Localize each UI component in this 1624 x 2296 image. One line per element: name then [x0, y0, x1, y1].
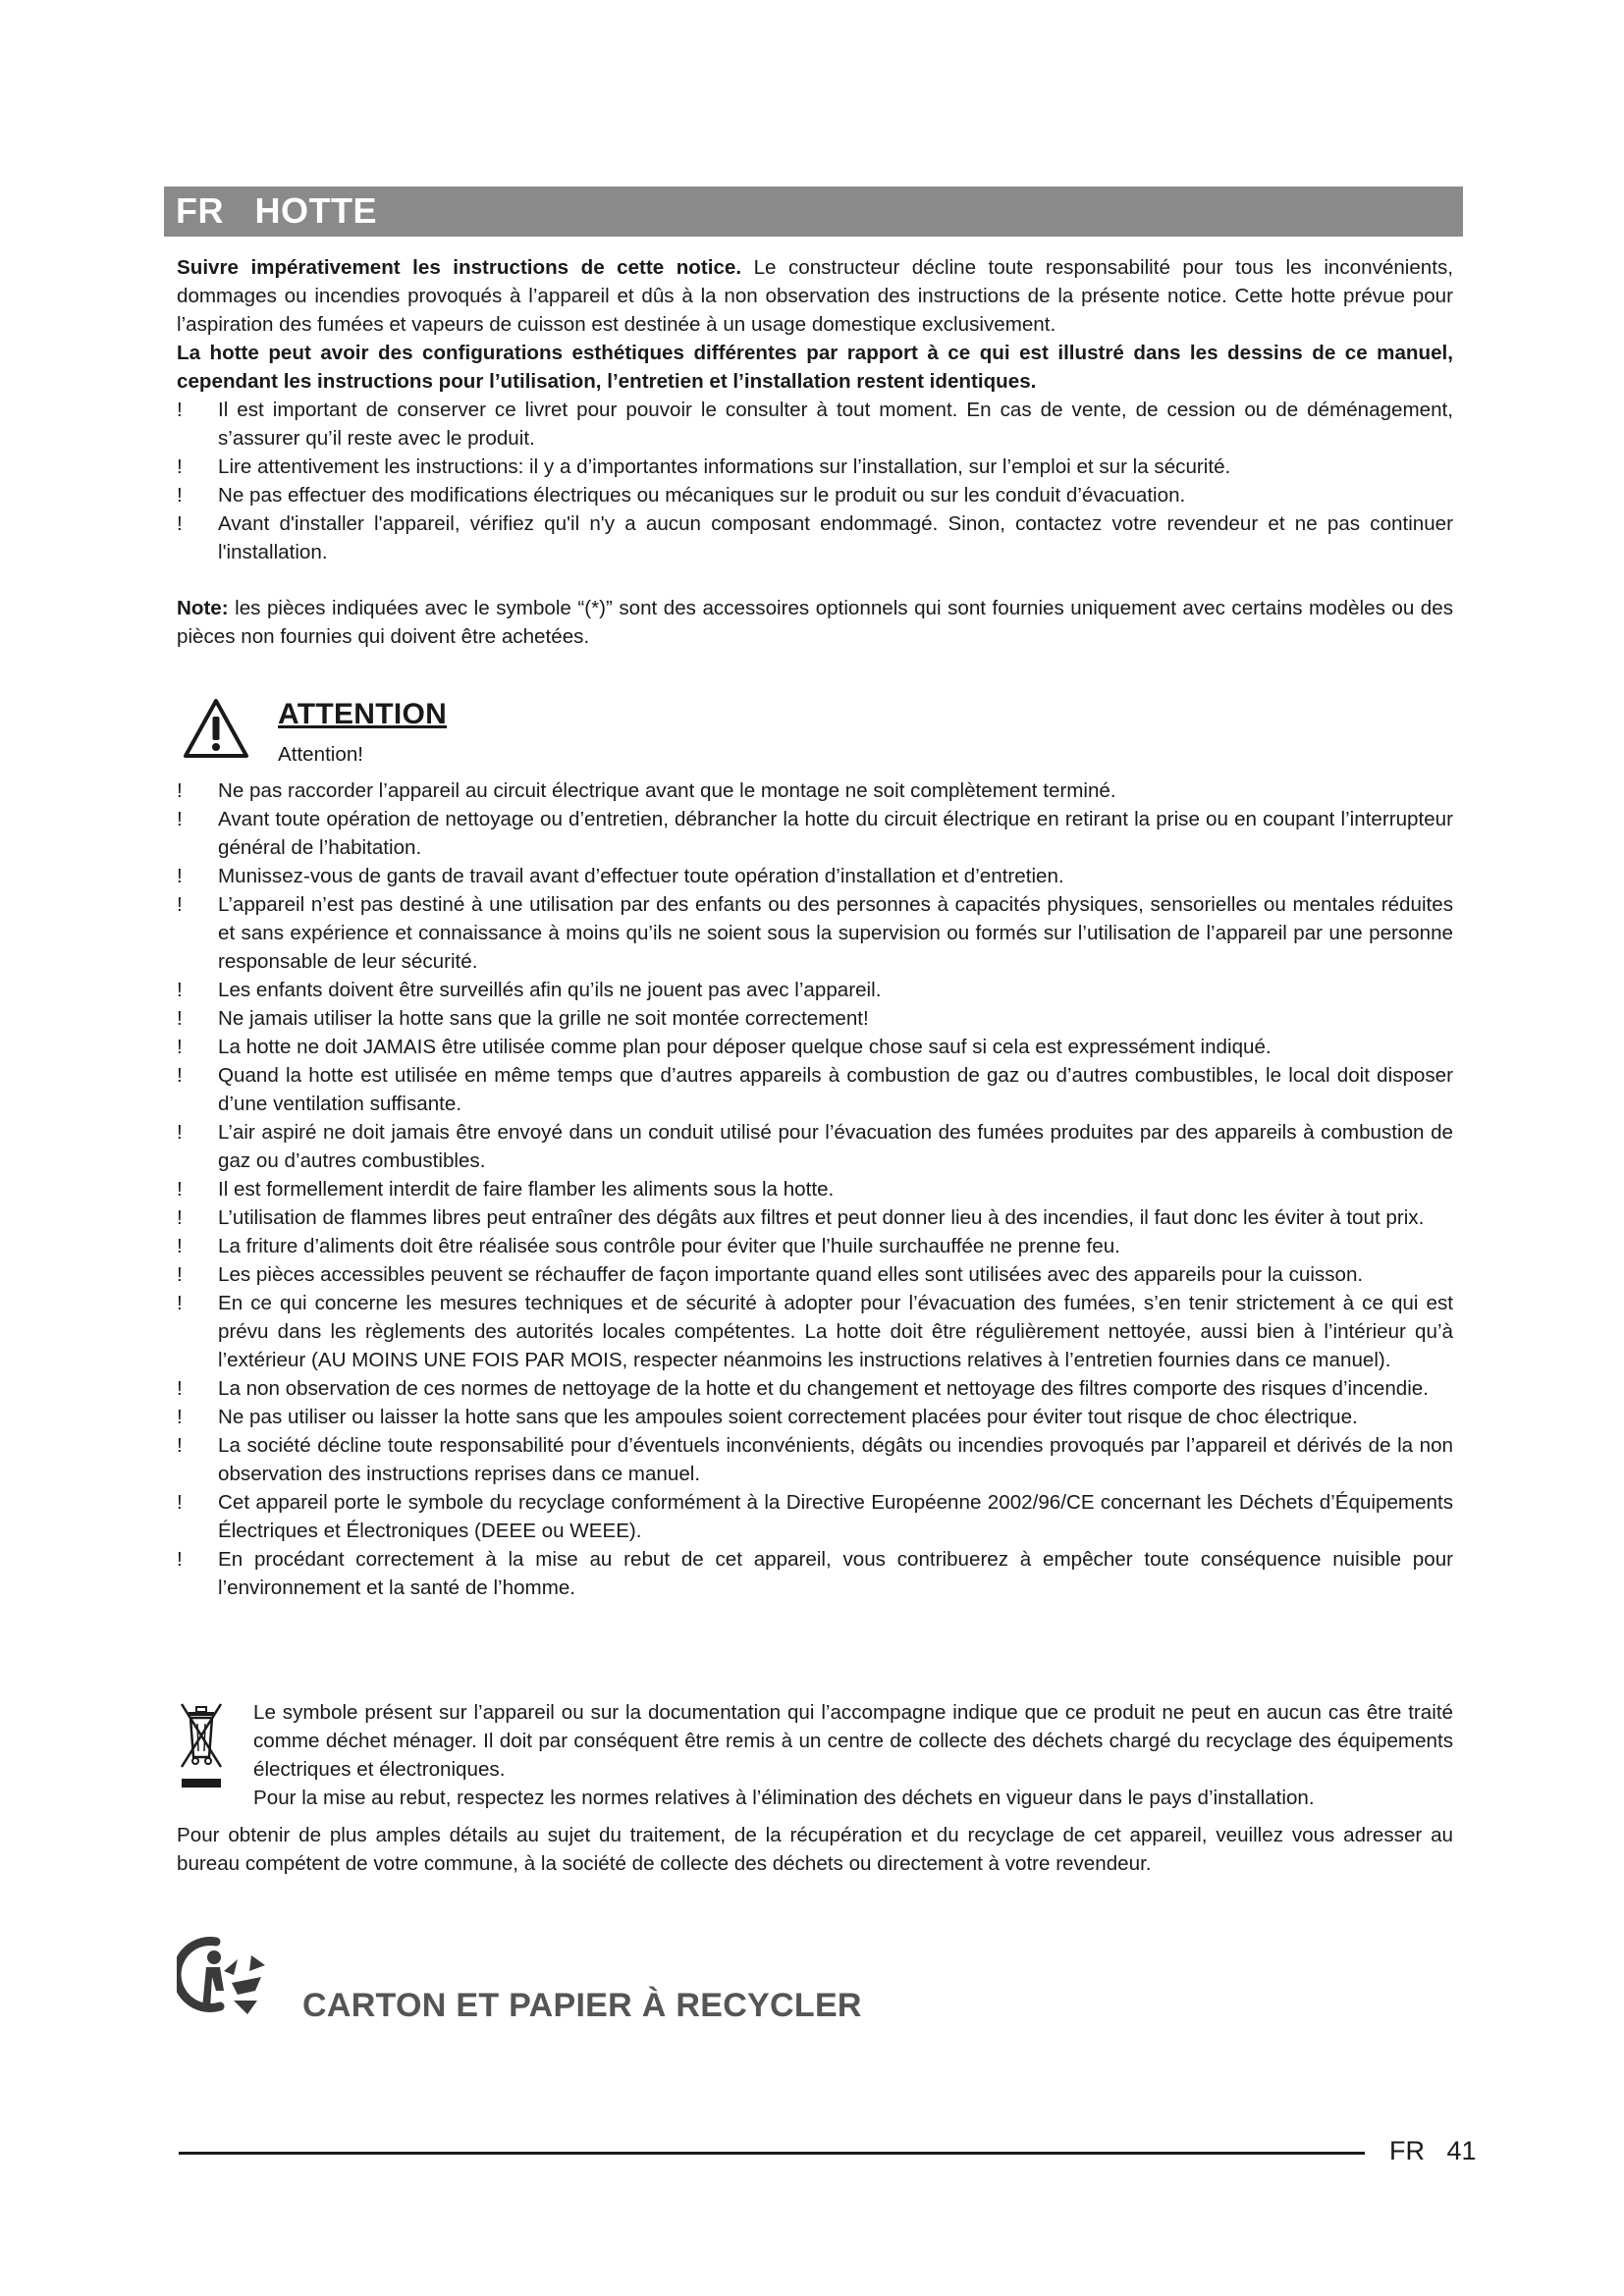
- weee-disposal-text: Pour la mise au rebut, respectez les normes relatives à l’élimination des déchets en vigueur dans le pays d’installation.: [253, 1787, 1315, 1809]
- bullet-text: Avant d'installer l'appareil, vérifiez qu'il n'y a aucun composant endommagé. Sinon, contactez votre revendeur et ne pas continuer l'installation.: [218, 512, 1453, 563]
- list-item: [177, 1033, 1453, 1061]
- bullet-text: Ne jamais utiliser la hotte sans que la grille ne soit montée correctement!: [218, 1007, 869, 1030]
- bullet-text: La non observation de ces normes de nettoyage de la hotte et du changement et nettoyage des filtres comporte des risques d’incendie.: [218, 1377, 1429, 1400]
- list-item: [177, 1289, 1453, 1374]
- bullet-text: La hotte ne doit JAMAIS être utilisée comme plan pour déposer quelque chose sauf si cela est expressément indiqué.: [218, 1036, 1272, 1058]
- list-item: [177, 453, 1453, 481]
- bullet-mark: !: [177, 1007, 183, 1030]
- list-item: [177, 1232, 1453, 1260]
- bullet-mark: !: [177, 512, 183, 535]
- recycle-paper-icon: [177, 1932, 283, 2020]
- bullet-mark: !: [177, 779, 183, 802]
- warning-triangle-icon: [182, 697, 250, 760]
- bullet-mark: !: [177, 893, 183, 916]
- bullet-mark: !: [177, 1406, 183, 1428]
- list-item: [177, 1403, 1453, 1431]
- list-item: [177, 1203, 1453, 1232]
- bullet-mark: !: [177, 1178, 183, 1201]
- intro-text: Le constructeur décline toute responsabilité pour tous les inconvénients, dommages ou incendies provoqués à l’appareil et dûs à la non observation des instructions de la présente notice. Cette hotte prévue pour l’aspiration des fumées et vapeurs de cuisson est destinée à un usage domestique exclusivement.: [177, 256, 1453, 336]
- bullet-mark: !: [177, 1263, 183, 1286]
- bullet-mark: !: [177, 1491, 183, 1514]
- bullet-text: La société décline toute responsabilité pour d’éventuels inconvénients, dégâts ou incendies provoqués par l’appareil et dérivés de la non observation des instructions reprises dans ce manuel.: [218, 1434, 1453, 1485]
- list-item: [177, 862, 1453, 890]
- list-item: [177, 1061, 1453, 1118]
- more-info-paragraph: Pour obtenir de plus amples détails au sujet du traitement, de la récupération et du recyclage de cet appareil, veuillez vous adresser au bureau compétent de votre commune, à la société de collecte des déchets ou directement à votre revendeur.: [177, 1824, 1453, 1875]
- list-item: [177, 1545, 1453, 1602]
- crossed-bin-icon: [178, 1698, 225, 1792]
- weee-text: Le symbole présent sur l’appareil ou sur la documentation qui l’accompagne indique que ce produit ne peut en aucun cas être traité comme déchet ménager. Il doit par conséquent être remis à un centre de collecte des déchets chargé du recyclage des équipements électriques et électroniques.: [253, 1701, 1453, 1781]
- bullet-mark: !: [177, 399, 183, 421]
- bullet-text: Ne pas utiliser ou laisser la hotte sans que les ampoules soient correctement placées pour éviter tout risque de choc électrique.: [218, 1406, 1358, 1428]
- bullet-mark: !: [177, 1206, 183, 1229]
- weee-paragraph: [253, 1698, 1453, 1812]
- bullet-text: La friture d’aliments doit être réalisée sous contrôle pour éviter que l’huile surchauffée ne prenne feu.: [218, 1235, 1120, 1257]
- attention-title: ATTENTION: [278, 698, 448, 730]
- footer-divider: [179, 2152, 1365, 2155]
- bullet-mark: !: [177, 1064, 183, 1087]
- attention-subtitle: Attention!: [278, 743, 364, 766]
- list-item: [177, 1118, 1453, 1175]
- bullet-mark: !: [177, 865, 183, 887]
- list-item: [177, 396, 1453, 453]
- list-item: [177, 1488, 1453, 1545]
- bullet-text: Ne pas effectuer des modifications électriques ou mécaniques sur le produit ou sur les conduit d’évacuation.: [218, 484, 1186, 507]
- bullet-text: L’appareil n’est pas destiné à une utilisation par des enfants ou des personnes à capacités physiques, sensorielles ou mentales réduites et sans expérience et connaissance à moins qu’ils ne soient sous la supervision ou formés sur l’utilisation de l’appareil par une personne responsable de leur sécurité.: [218, 893, 1453, 973]
- bullet-mark: !: [177, 1377, 183, 1400]
- intro-paragraph: [177, 253, 1453, 339]
- bullet-text: Les pièces accessibles peuvent se réchauffer de façon importante quand elles sont utilisées avec des appareils pour la cuisson.: [218, 1263, 1364, 1286]
- bullet-text: Ne pas raccorder l’appareil au circuit électrique avant que le montage ne soit complètement terminé.: [218, 779, 1116, 802]
- bullet-text: Munissez-vous de gants de travail avant d’effectuer toute opération d’installation et d’entretien.: [218, 865, 1064, 887]
- note-text: les pièces indiquées avec le symbole “(*)” sont des accessoires optionnels qui sont fournies uniquement avec certains modèles ou des pièces non fournies qui doivent être achetées.: [177, 597, 1453, 648]
- bullet-text: Cet appareil porte le symbole du recyclage conformément à la Directive Européenne 2002/96/CE concernant les Déchets d’Équipements Électriques et Électroniques (DEEE ou WEEE).: [218, 1491, 1453, 1542]
- bullet-mark: !: [177, 484, 183, 507]
- bullet-mark: !: [177, 1235, 183, 1257]
- attention-bullet-list: [177, 776, 1453, 1602]
- list-item: [177, 1374, 1453, 1403]
- note-label: Note:: [177, 597, 229, 619]
- bullet-mark: !: [177, 1434, 183, 1457]
- section-title: FR HOTTE: [176, 190, 377, 231]
- list-item: [177, 890, 1453, 976]
- bullet-mark: !: [177, 1121, 183, 1144]
- intro-bold-paragraph: La hotte peut avoir des configurations esthétiques différentes par rapport à ce qui est illustré dans les dessins de ce manuel, cependant les instructions pour l’utilisation, l’entretien et l’installation restent identiques.: [177, 342, 1453, 393]
- intro-bullet-list: [177, 396, 1453, 566]
- bullet-text: Lire attentivement les instructions: il y a d’importantes informations sur l’installation, sur l’emploi et sur la sécurité.: [218, 455, 1231, 478]
- list-item: [177, 1260, 1453, 1289]
- list-item: [177, 776, 1453, 805]
- bullet-text: Avant toute opération de nettoyage ou d’entretien, débrancher la hotte du circuit électrique en retirant la prise ou en coupant l’interrupteur général de l’habitation.: [218, 808, 1453, 859]
- list-item: [177, 976, 1453, 1004]
- note-paragraph: [177, 594, 1453, 651]
- list-item: [177, 1004, 1453, 1033]
- bullet-text: En ce qui concerne les mesures techniques et de sécurité à adopter pour l’évacuation des fumées, s’en tenir strictement à ce qui est prévu dans les règlements des autorités locales compétentes. La hotte doit être régulièrement nettoyée, aussi bien à l’intérieur qu’à l’extérieur (AU MOINS UNE FOIS PAR MOIS, respecter néanmoins les instructions relatives à l’entretien fournies dans ce manuel).: [218, 1292, 1453, 1371]
- bullet-mark: !: [177, 1548, 183, 1571]
- list-item: [177, 509, 1453, 566]
- list-item: [177, 805, 1453, 862]
- list-item: [177, 1431, 1453, 1488]
- bullet-text: Les enfants doivent être surveillés afin qu’ils ne jouent pas avec l’appareil.: [218, 979, 882, 1001]
- bullet-text: Il est formellement interdit de faire flamber les aliments sous la hotte.: [218, 1178, 835, 1201]
- list-item: [177, 481, 1453, 509]
- section-header: [164, 187, 1463, 237]
- bullet-text: En procédant correctement à la mise au rebut de cet appareil, vous contribuerez à empêcher toute conséquence nuisible pour l’environnement et la santé de l’homme.: [218, 1548, 1453, 1599]
- bullet-mark: !: [177, 1036, 183, 1058]
- bullet-text: Quand la hotte est utilisée en même temps que d’autres appareils à combustion de gaz ou d’autres combustibles, le local doit disposer d’une ventilation suffisante.: [218, 1064, 1453, 1115]
- bullet-text: L’utilisation de flammes libres peut entraîner des dégâts aux filtres et peut donner lieu à des incendies, il faut donc les éviter à tout prix.: [218, 1206, 1425, 1229]
- recycle-title: CARTON ET PAPIER À RECYCLER: [302, 1987, 862, 2024]
- bullet-mark: !: [177, 1292, 183, 1314]
- list-item: [177, 1175, 1453, 1203]
- bullet-text: L’air aspiré ne doit jamais être envoyé dans un conduit utilisé pour l’évacuation des fumées produites par des appareils à combustion de gaz ou d’autres combustibles.: [218, 1121, 1453, 1172]
- page-number: FR 41: [1389, 2136, 1477, 2165]
- intro-bold-lead: Suivre impérativement les instructions de cette notice.: [177, 256, 742, 279]
- bullet-mark: !: [177, 979, 183, 1001]
- bullet-mark: !: [177, 808, 183, 830]
- bullet-mark: !: [177, 455, 183, 478]
- bullet-text: Il est important de conserver ce livret pour pouvoir le consulter à tout moment. En cas de vente, de cession ou de déménagement, s’assurer qu’il reste avec le produit.: [218, 399, 1453, 450]
